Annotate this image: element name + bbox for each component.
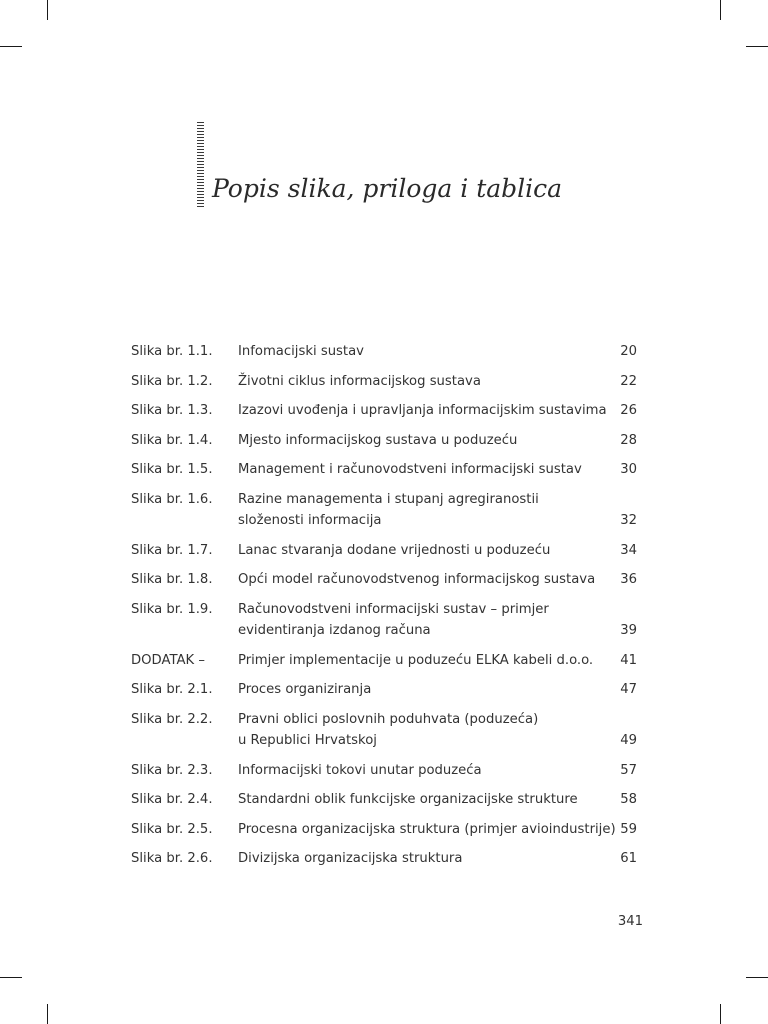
list-item bbox=[131, 679, 641, 701]
figure-page-number: 30 bbox=[620, 462, 637, 477]
figure-label: Slika br. 1.7. bbox=[131, 542, 213, 558]
list-item bbox=[131, 341, 641, 363]
list-item bbox=[131, 569, 641, 591]
description-line: Opći model računovodstvenog informacijskog sustava bbox=[238, 572, 596, 587]
figure-label: DODATAK – bbox=[131, 652, 205, 668]
description-line: složenosti informacija bbox=[238, 513, 382, 528]
description-line: Lanac stvaranja dodane vrijednosti u poduzeću bbox=[238, 542, 551, 558]
figure-description bbox=[238, 848, 605, 870]
crop-mark bbox=[720, 1004, 721, 1024]
figure-page-number: 57 bbox=[620, 762, 637, 778]
crop-mark bbox=[746, 46, 768, 47]
figure-description bbox=[238, 819, 616, 841]
figure-page-number: 22 bbox=[620, 373, 637, 389]
figure-page-number: 32 bbox=[620, 513, 637, 528]
list-item bbox=[131, 848, 641, 870]
figure-page-number: 39 bbox=[620, 623, 637, 638]
description-line: Informacijski tokovi unutar poduzeća bbox=[238, 762, 482, 778]
list-item bbox=[131, 819, 641, 841]
description-line: evidentiranja izdanog računa bbox=[238, 623, 431, 638]
figure-page-number: 28 bbox=[620, 432, 637, 448]
crop-mark bbox=[746, 977, 768, 978]
figure-page-number: 49 bbox=[620, 733, 637, 748]
crop-mark bbox=[47, 0, 48, 20]
description-line: Standardni oblik funkcijske organizacijske strukture bbox=[238, 792, 578, 807]
description-line: Računovodstveni informacijski sustav – primjer bbox=[238, 601, 549, 617]
description-line: Razine managementa i stupanj agregiranostii bbox=[238, 491, 539, 507]
list-item bbox=[131, 489, 641, 532]
figure-label: Slika br. 1.1. bbox=[131, 344, 213, 359]
figure-description bbox=[238, 459, 605, 481]
figure-description bbox=[238, 709, 605, 752]
figure-label: Slika br. 1.8. bbox=[131, 572, 213, 587]
figure-description bbox=[238, 341, 605, 363]
figure-description bbox=[238, 569, 605, 591]
figure-label: Slika br. 2.6. bbox=[131, 851, 213, 866]
figure-label: Slika br. 2.1. bbox=[131, 682, 213, 697]
figure-label: Slika br. 1.9. bbox=[131, 601, 213, 617]
figure-page-number: 41 bbox=[620, 652, 637, 668]
figure-description bbox=[238, 489, 605, 532]
list-item bbox=[131, 760, 641, 782]
description-line: Primjer implementacije u poduzeću ELKA kabeli d.o.o. bbox=[238, 652, 594, 668]
list-item bbox=[131, 540, 641, 562]
page-number: 341 bbox=[617, 914, 643, 929]
figure-description bbox=[238, 430, 605, 452]
list-item bbox=[131, 400, 641, 422]
page-title: Popis slika, priloga i tablica bbox=[212, 174, 563, 203]
figure-page-number: 26 bbox=[620, 403, 637, 418]
figure-label: Slika br. 2.5. bbox=[131, 821, 213, 837]
description-line: Životni ciklus informacijskog sustava bbox=[238, 373, 481, 389]
figure-list bbox=[131, 341, 641, 878]
figure-page-number: 61 bbox=[620, 851, 637, 866]
description-line: Management i računovodstveni informacijski sustav bbox=[238, 462, 582, 477]
description-line: Pravni oblici poslovnih poduhvata (poduzeća) bbox=[238, 711, 539, 727]
figure-page-number: 47 bbox=[620, 682, 637, 697]
crop-mark bbox=[47, 1004, 48, 1024]
figure-label: Slika br. 2.4. bbox=[131, 792, 213, 807]
figure-page-number: 20 bbox=[620, 344, 637, 359]
figure-label: Slika br. 1.2. bbox=[131, 373, 213, 389]
figure-description bbox=[238, 599, 605, 642]
figure-description bbox=[238, 650, 605, 672]
description-line: Divizijska organizacijska struktura bbox=[238, 851, 463, 866]
figure-description bbox=[238, 679, 605, 701]
figure-page-number: 59 bbox=[620, 821, 637, 837]
figure-description bbox=[238, 789, 605, 811]
figure-label: Slika br. 2.3. bbox=[131, 762, 213, 778]
list-item bbox=[131, 371, 641, 393]
decorative-rule bbox=[197, 122, 204, 208]
list-item bbox=[131, 459, 641, 481]
figure-label: Slika br. 1.5. bbox=[131, 462, 213, 477]
description-line: Infomacijski sustav bbox=[238, 344, 364, 359]
list-item bbox=[131, 599, 641, 642]
figure-label: Slika br. 1.4. bbox=[131, 432, 213, 448]
figure-label: Slika br. 1.3. bbox=[131, 403, 213, 418]
list-item bbox=[131, 709, 641, 752]
description-line: Proces organiziranja bbox=[238, 682, 372, 697]
figure-label: Slika br. 1.6. bbox=[131, 491, 213, 507]
list-item bbox=[131, 789, 641, 811]
list-item bbox=[131, 430, 641, 452]
figure-description bbox=[238, 540, 605, 562]
crop-mark bbox=[720, 0, 721, 20]
crop-mark bbox=[0, 46, 22, 47]
figure-label: Slika br. 2.2. bbox=[131, 711, 213, 727]
figure-page-number: 58 bbox=[620, 792, 637, 807]
figure-page-number: 36 bbox=[620, 572, 637, 587]
description-line: Procesna organizacijska struktura (primjer avioindustrije) bbox=[238, 821, 616, 837]
description-line: Mjesto informacijskog sustava u poduzeću bbox=[238, 432, 518, 448]
description-line: u Republici Hrvatskoj bbox=[238, 733, 377, 748]
description-line: Izazovi uvođenja i upravljanja informacijskim sustavima bbox=[238, 403, 607, 418]
figure-page-number: 34 bbox=[620, 542, 637, 558]
figure-description bbox=[238, 400, 605, 422]
crop-mark bbox=[0, 977, 22, 978]
figure-description bbox=[238, 371, 605, 393]
list-item bbox=[131, 650, 641, 672]
figure-description bbox=[238, 760, 605, 782]
